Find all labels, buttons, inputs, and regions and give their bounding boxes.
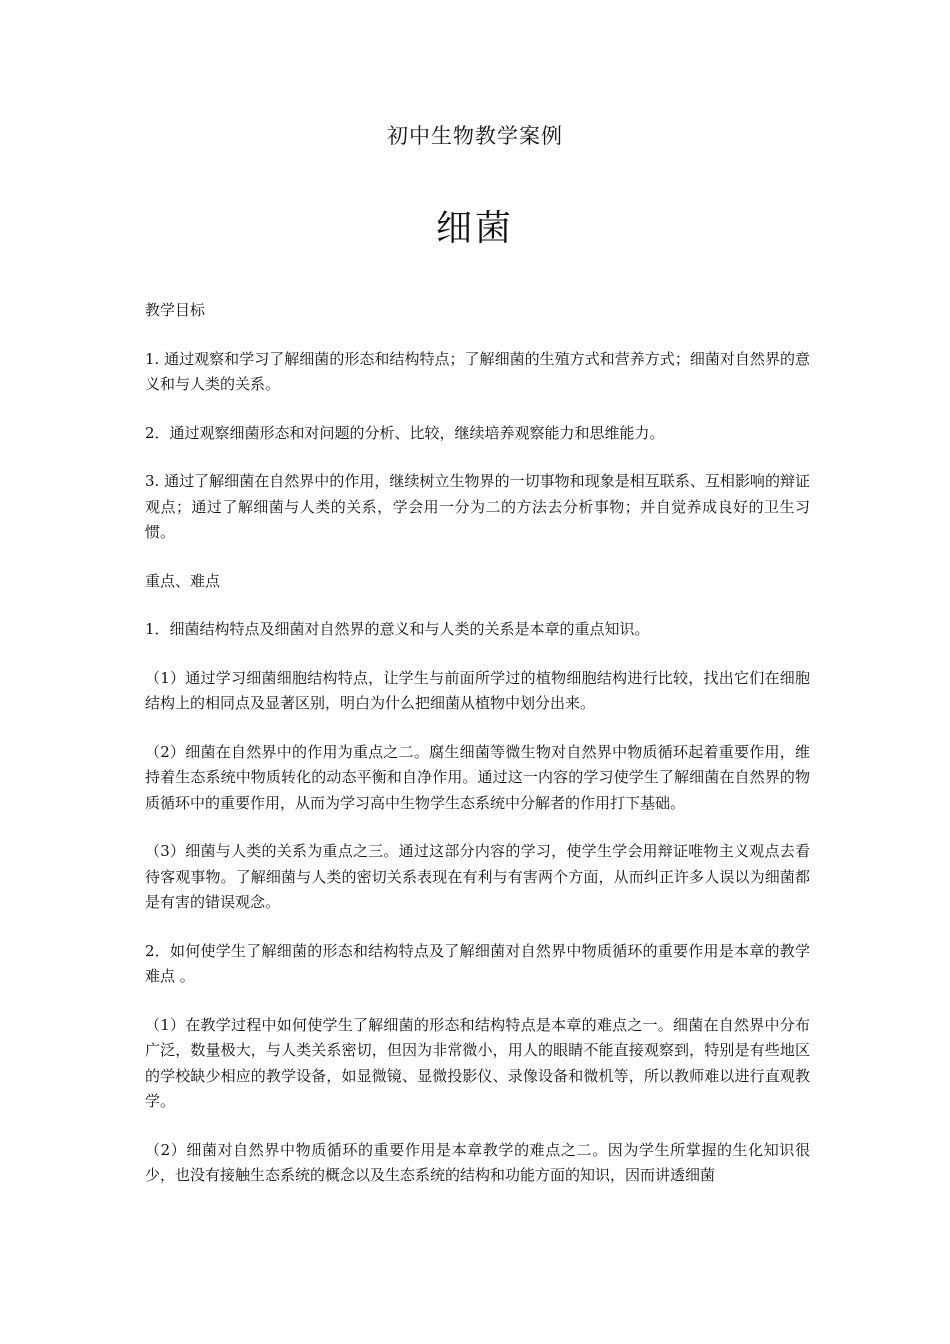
paragraph: （3）细菌与人类的关系为重点之三。通过这部分内容的学习，使学生学会用辩证唯物主义观点去看待客观事物。了解细菌与人类的密切关系表现在有利与有害两个方面，从而纠正许多人误以为细菌都是有害的错误观念。: [145, 842, 810, 911]
document-subtitle: 初中生物教学案例: [387, 124, 563, 148]
paragraph: （2）细菌在自然界中的作用为重点之二。腐生细菌等微生物对自然界中物质循环起着重要作用，维持着生态系统中物质转化的动态平衡和自净作用。通过这一内容的学习使学生了解细菌在自然界的物质循环中的重要作用，从而为学习高中生物学生态系统中分解者的作用打下基础。: [145, 742, 810, 812]
paragraph: 1．细菌结构特点及细菌对自然界的意义和与人类的关系是本章的重点知识。: [145, 620, 650, 638]
section-heading-key-points: 重点、难点: [145, 571, 221, 590]
paragraph: 2．通过观察细菌形态和对问题的分析、比较，继续培养观察能力和思维能力。: [145, 423, 665, 442]
document-body: [145, 298, 810, 1212]
paragraph: 3. 通过了解细菌在自然界中的作用，继续树立生物界的一切事物和现象是相互联系、互相影响的辩证观点；通过了解细菌与人类的关系，学会用一分为二的方法去分析事物；并自觉养成良好的卫生习惯。: [145, 472, 810, 541]
paragraph: 2．如何使学生了解细菌的形态和结构特点及了解细菌对自然界中物质循环的重要作用是本章的教学难点 。: [145, 941, 810, 985]
document-title: 细菌: [435, 208, 514, 249]
paragraph: 1. 通过观察和学习了解细菌的形态和结构特点；了解细菌的生殖方式和营养方式；细菌对自然界的意义和与人类的关系。: [145, 349, 810, 393]
section-heading-objectives: 教学目标: [145, 301, 206, 319]
paragraph: （1）在教学过程中如何使学生了解细菌的形态和结构特点是本章的难点之一。细菌在自然界中分布广泛，数量极大，与人类关系密切，但因为非常微小，用人的眼睛不能直接观察到，特别是有些地区的学校缺少相应的教学设备，如显微镜、显微投影仪、录像设备和微机等，所以教师难以进行直观教学。: [145, 1015, 810, 1110]
paragraph: （1）通过学习细菌细胞结构特点，让学生与前面所学过的植物细胞结构进行比较，找出它们在细胞结构上的相同点及显著区别，明白为什么把细菌从植物中划分出来。: [145, 668, 810, 712]
paragraph: （2）细菌对自然界中物质循环的重要作用是本章教学的难点之二。因为学生所掌握的生化知识很少，也没有接触生态系统的概念以及生态系统的结构和功能方面的知识，因而讲透细菌: [145, 1140, 810, 1184]
